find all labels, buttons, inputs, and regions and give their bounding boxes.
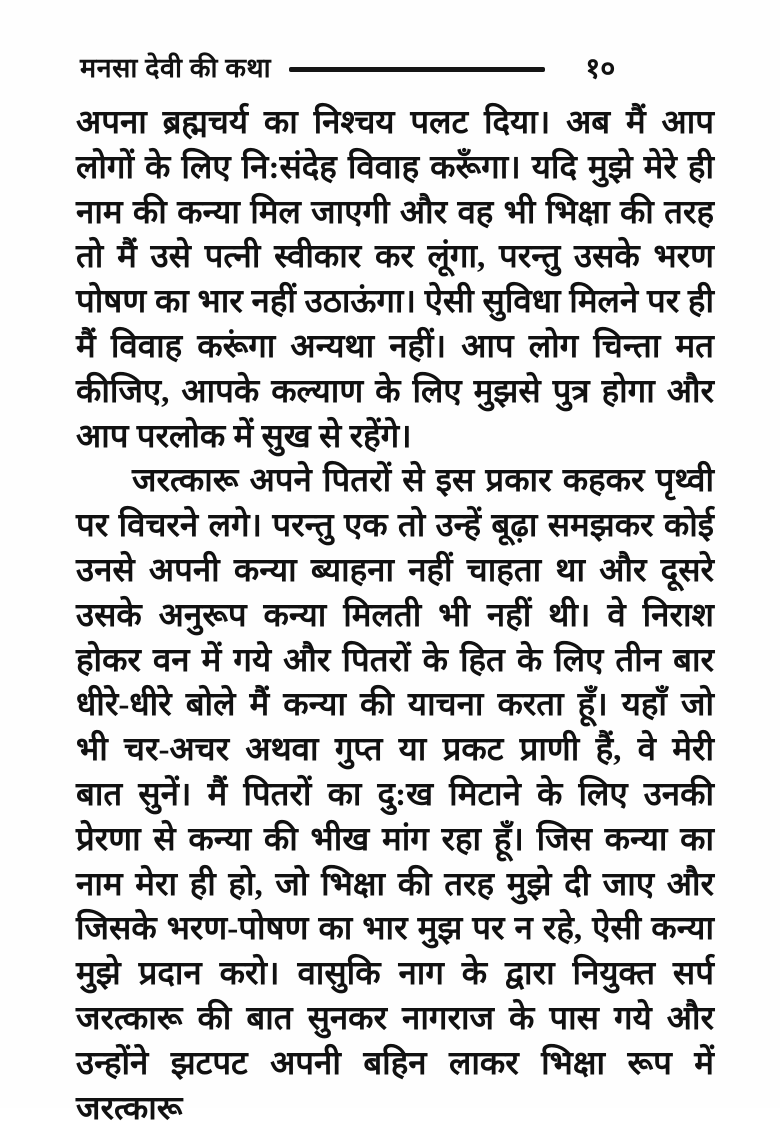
text-line: उसके अनुरूप कन्या मिलती भी नहीं थी। वे निराश xyxy=(76,597,714,634)
text-line: पोषण का भार नहीं उठाऊंगा। ऐसी सुविधा मिलने पर ही xyxy=(76,284,714,321)
text-line: प्रेरणा से कन्या की भीख मांग रहा हूँ। जिस कन्या का xyxy=(76,821,714,858)
text-line: कीजिए, आपके कल्याण के लिए मुझसे पुत्र होगा और xyxy=(76,373,714,410)
text-line: जरत्कारू की बात सुनकर नागराज के पास गये और xyxy=(76,1000,714,1037)
body-text xyxy=(0,87,780,1131)
text-line: जरत्कारू अपने पितरों से इस प्रकार कहकर पृथ्वी xyxy=(132,463,714,500)
text-line: धीरे-धीरे बोले मैं कन्या की याचना करता हूँ। यहाँ जो xyxy=(76,687,714,724)
text-line: नाम मेरा ही हो, जो भिक्षा की तरह मुझे दी जाए और xyxy=(76,866,714,903)
paragraph xyxy=(76,101,714,459)
header-divider-rule xyxy=(289,67,545,72)
text-line: बात सुनें। मैं पितरों का दु:ख मिटाने के लिए उनकी xyxy=(76,776,714,813)
text-line: नाम की कन्या मिल जाएगी और वह भी भिक्षा की तरह xyxy=(76,194,714,231)
page-number: १० xyxy=(585,53,616,85)
text-line: होकर वन में गये और पितरों के हित के लिए तीन बार xyxy=(76,642,714,679)
running-header-title: मनसा देवी की कथा xyxy=(80,53,272,83)
text-line: मुझे प्रदान करो। वासुकि नाग के द्वारा नियुक्त सर्प xyxy=(76,956,714,993)
page-header xyxy=(0,0,780,87)
text-line: तो मैं उसे पत्नी स्वीकार कर लूंगा, परन्तु उसके भरण xyxy=(76,239,714,276)
text-line: भी चर-अचर अथवा गुप्त या प्रकट प्राणी हैं, वे मेरी xyxy=(76,732,714,769)
text-line: उनसे अपनी कन्या ब्याहना नहीं चाहता था और दूसरे xyxy=(76,552,714,589)
text-line: अपना ब्रह्मचर्य का निश्चय पलट दिया। अब मैं आप xyxy=(76,105,714,141)
text-line: मैं विवाह करूंगा अन्यथा नहीं। आप लोग चिन्ता मत xyxy=(76,328,714,365)
text-line: लोगों के लिए नि:संदेह विवाह करूँगा। यदि मुझे मेरे ही xyxy=(76,149,714,186)
text-line: पर विचरने लगे। परन्तु एक तो उन्हें बूढ़ा समझकर कोई xyxy=(76,508,714,545)
text-line: आप परलोक में सुख से रहेंगे। xyxy=(76,418,412,455)
text-line: जिसके भरण-पोषण का भार मुझ पर न रहे, ऐसी कन्या xyxy=(76,911,714,948)
paragraph xyxy=(76,459,714,1131)
text-line: उन्होंने झटपट अपनी बहिन लाकर भिक्षा रूप में जरत्कारू xyxy=(76,1045,714,1127)
